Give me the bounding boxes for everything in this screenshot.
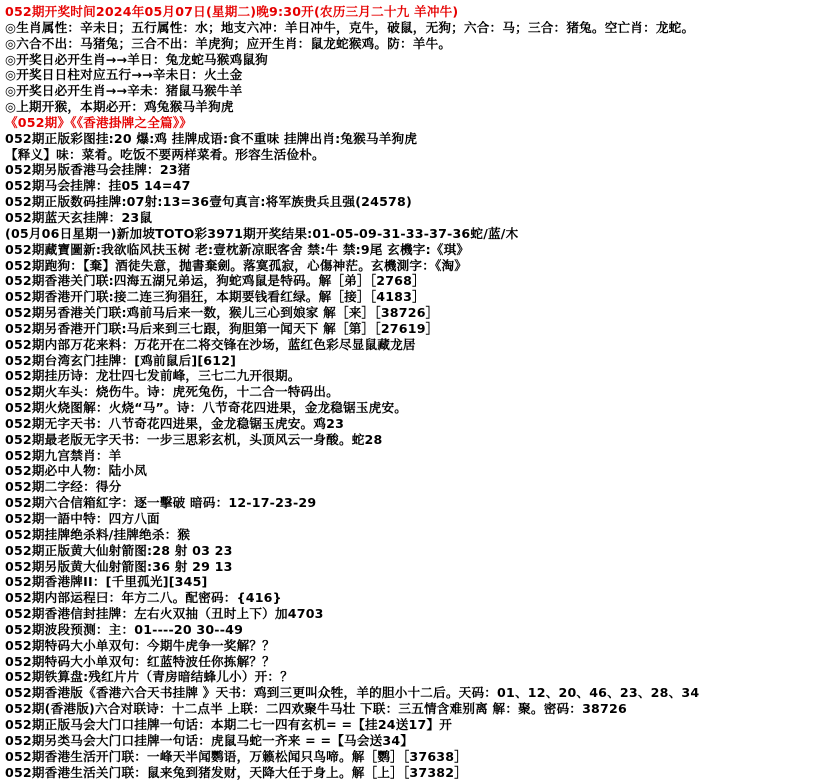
text-line: ◎生肖属性：辛未日；五行属性：水；地支六冲：羊日冲牛，克牛，破鼠，无狗；六合：马；三合：猪兔。空亡肖：龙蛇。 <box>5 19 695 35</box>
text-line: 052期另版黄大仙射箭图:36 射 29 13 <box>5 558 233 574</box>
text-line: 052期内部万花来料：万花开在二将交锋在沙场，蓝红色彩尽显鼠藏龙居 <box>5 336 416 352</box>
text-line: 052期火车头：烧伤牛。诗：虎死兔伤，十二合一特码出。 <box>5 384 339 400</box>
text-line: 052期正版黄大仙射箭图:28 射 03 23 <box>5 542 233 558</box>
text-line: 052期开奖时间2024年05月07日(星期二)晚9:30开(农历三月二十九 羊冲牛) <box>5 4 459 19</box>
text-line: 052期香港生活关门联：鼠来兔到猪发财，天降大任于身上。解［上］［37382］ <box>5 764 468 780</box>
text-line: 052期另香港开门联:马后来到三七跟，狗胆第一闻天下 解［第］［27619］ <box>5 320 439 336</box>
text-line: 052期最老版无字天书：一步三思彩玄机，头顶风云一身酸。蛇28 <box>5 431 383 447</box>
text-line: 052期铁算盘:残红片片（青房暗结蜂儿小）开：？ <box>5 669 293 685</box>
text-line: ◎开奖日必开生肖→→羊日：兔龙蛇马猴鸡鼠狗 <box>5 51 268 67</box>
text-line: 052期二字经：得分 <box>5 479 122 495</box>
text-line: ◎六合不出：马猪兔；三合不出：羊虎狗；应开生肖：鼠龙蛇猴鸡。防：羊牛。 <box>5 35 452 51</box>
text-line: 052期跑狗：【棄】酒徒失意，抛書棄劍。落寞孤寂，心傷神茫。玄機測字：《淘》 <box>5 257 468 273</box>
text-line: 【释义】味：菜肴。吃饭不要两样菜肴。形容生活俭朴。 <box>5 146 325 162</box>
text-line: 052期蓝天玄挂牌：23鼠 <box>5 209 153 225</box>
text-line: 052期香港生活开门联：一峰天半闻鹦语，万籁松闻只鸟啼。解［鹦］［37638］ <box>5 748 468 764</box>
text-line: 052期香港信封挂牌：左右火双抽（丑时上下）加4703 <box>5 606 324 622</box>
text-line: 052期正版彩图挂:20 爆:鸡 挂牌成语:食不重味 挂牌出肖:兔猴马羊狗虎 <box>5 130 418 146</box>
text-line: 052期香港关门联:四海五湖兄弟运，狗蛇鸡鼠是特码。解［弟］［2768］ <box>5 273 425 289</box>
text-line: 052期挂历诗：龙壮四七发前峰，三七二九开很期。 <box>5 368 301 384</box>
text-line: 052期波段预测：主：01----20 30--49 <box>5 621 244 637</box>
text-line: 052期另类马会大门口挂牌一句话：虎鼠马蛇一齐来 = =【马会送34】 <box>5 732 414 748</box>
text-line: 052期香港版《香港六合天书挂牌 》天书：鸡到三更叫众牲，羊的胆小十二后。天码：01、12、20、46、23、28、34 <box>5 685 700 701</box>
text-line: ◎上期开猴，本期必开：鸡兔猴马羊狗虎 <box>5 99 234 115</box>
text-line: 052期(香港版)六合对联诗：十二点半 上联：二四欢聚牛马壮 下联：三五情含难别离 解：聚。密码：38726 <box>5 701 627 717</box>
text-line: 052期藏寶圖新:我欲临风扶玉树 老:壹枕新凉眠客舍 禁:牛 禁:9尾 玄機字:《琪》 <box>5 241 470 257</box>
text-line: 052期一語中特：四方八面 <box>5 511 160 526</box>
text-line: 052期特码大小单双句：红蓝特波任你拣解？？ <box>5 653 275 669</box>
text-line: 052期火烧图解：火烧“马”。诗：八节奇花四进果，金龙稳锯玉虎安。 <box>5 400 408 416</box>
text-line: ◎开奖日日柱对应五行→→辛未日：火土金 <box>5 67 243 83</box>
text-line: 052期马会挂牌：挂05 14=47 <box>5 178 191 194</box>
text-line: 052期正版马会大门口挂牌一句话：本期二七一四有玄机= =【挂24送17】开 <box>5 716 453 732</box>
text-line: 《052期》《《香港掛牌之全篇》》 <box>5 114 193 130</box>
document-body <box>5 4 817 780</box>
text-line: 052期九宫禁肖：羊 <box>5 447 122 463</box>
text-line: 052期内部运程曰：年方二八。配密码：{416} <box>5 590 282 606</box>
text-line: 052期无字天书：八节奇花四进果，金龙稳锯玉虎安。鸡23 <box>5 415 345 431</box>
text-line: ◎开奖日必开生肖→→辛未：猪鼠马猴牛羊 <box>5 83 243 99</box>
text-line: 052期正版数码挂牌:07射:13=36壹句真言:将军族贵兵且强(24578) <box>5 194 412 210</box>
text-line: 052期必中人物：陆小凤 <box>5 463 148 479</box>
text-line: 052期台湾玄门挂牌：[鸡前鼠后][612] <box>5 352 237 368</box>
text-line: 052期特码大小单双句：今期牛虎争一奖解？？ <box>5 637 275 653</box>
text-line: 052期六合信箱紅字：逐一擊破 暗码：12-17-23-29 <box>5 495 317 511</box>
text-line: 052期挂牌绝杀料/挂牌绝杀：猴 <box>5 526 191 542</box>
text-line: 052期另香港关门联:鸡前马后来一数，猴儿三心到娘家 解［来］［38726］ <box>5 305 439 321</box>
text-line: 052期另版香港马会挂牌：23猪 <box>5 162 191 178</box>
text-line: 052期香港牌II：[千里孤光][345] <box>5 574 208 590</box>
text-line: 052期香港开门联:接二连三狗猖狂，本期要钱看红绿。解［接］［4183］ <box>5 289 425 305</box>
text-line: (05月06日星期一)新加坡TOTO彩3971期开奖结果:01-05-09-31-33-37-36蛇/蓝/木 <box>5 225 519 241</box>
